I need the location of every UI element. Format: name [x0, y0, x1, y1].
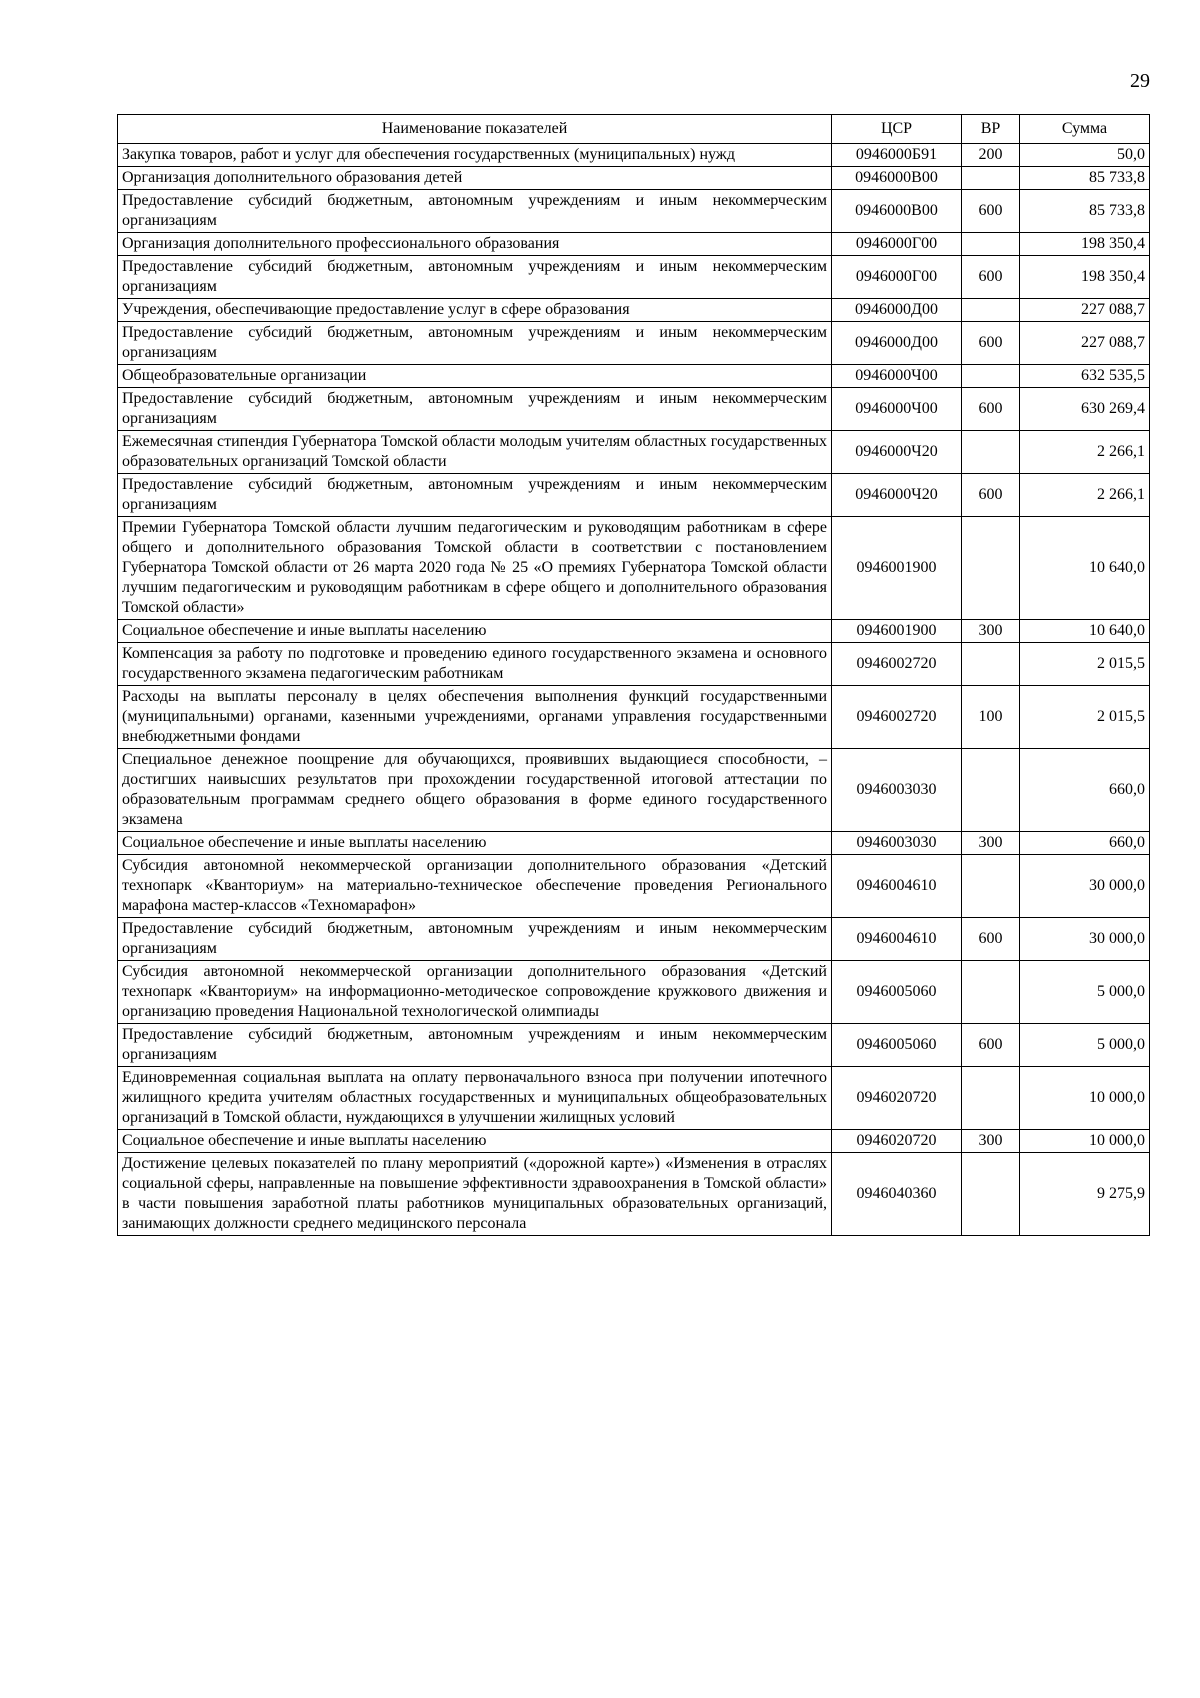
cell-vr: 200 [962, 144, 1020, 167]
cell-csr: 0946000Ч00 [832, 388, 962, 431]
cell-name: Премии Губернатора Томской области лучшим педагогическим и руководящим работникам в сфере общего и дополнительного образования Томской области в соответствии с постановлением Губернатора Томской области от 26 марта 2020 года № 25 «О премиях Губернатора Томской области лучшим педагогическим и руководящим работникам в сфере общего и дополнительного образования Томской области» [118, 517, 832, 620]
cell-sum: 30 000,0 [1020, 918, 1150, 961]
cell-csr: 0946003030 [832, 749, 962, 832]
table-row [118, 299, 1150, 322]
table-row [118, 686, 1150, 749]
table-row [118, 365, 1150, 388]
cell-name: Учреждения, обеспечивающие предоставление услуг в сфере образования [118, 299, 832, 322]
cell-vr [962, 855, 1020, 918]
cell-csr: 0946001900 [832, 517, 962, 620]
cell-csr: 0946000Б91 [832, 144, 962, 167]
cell-vr [962, 299, 1020, 322]
header-sum: Сумма [1020, 115, 1150, 144]
cell-vr: 600 [962, 256, 1020, 299]
cell-csr: 0946040360 [832, 1153, 962, 1236]
table-row [118, 749, 1150, 832]
cell-sum: 660,0 [1020, 832, 1150, 855]
cell-sum: 10 000,0 [1020, 1067, 1150, 1130]
page-number: 29 [1130, 70, 1150, 92]
table-row [118, 256, 1150, 299]
cell-csr: 0946002720 [832, 686, 962, 749]
cell-name: Закупка товаров, работ и услуг для обеспечения государственных (муниципальных) нужд [118, 144, 832, 167]
cell-sum: 10 000,0 [1020, 1130, 1150, 1153]
table-row [118, 1153, 1150, 1236]
cell-csr: 0946000В00 [832, 190, 962, 233]
cell-vr [962, 167, 1020, 190]
cell-sum: 198 350,4 [1020, 233, 1150, 256]
table-row [118, 190, 1150, 233]
cell-vr: 300 [962, 620, 1020, 643]
cell-vr [962, 1153, 1020, 1236]
table-row [118, 474, 1150, 517]
cell-csr: 0946000В00 [832, 167, 962, 190]
cell-csr: 0946000Г00 [832, 233, 962, 256]
cell-vr: 600 [962, 918, 1020, 961]
cell-vr [962, 1067, 1020, 1130]
table-row [118, 832, 1150, 855]
cell-name: Организация дополнительного образования детей [118, 167, 832, 190]
cell-csr: 0946005060 [832, 1024, 962, 1067]
cell-sum: 2 266,1 [1020, 474, 1150, 517]
cell-name: Предоставление субсидий бюджетным, автономным учреждениям и иным некоммерческим организациям [118, 190, 832, 233]
table-row [118, 322, 1150, 365]
cell-name: Специальное денежное поощрение для обучающихся, проявивших выдающиеся способности, – достигших наивысших результатов при прохождении государственной итоговой аттестации по образовательным программам среднего общего образования в форме единого государственного экзамена [118, 749, 832, 832]
cell-name: Субсидия автономной некоммерческой организации дополнительного образования «Детский технопарк «Кванториум» на материально-техническое обеспечение проведения Регионального марафона мастер-классов «Техномарафон» [118, 855, 832, 918]
cell-csr: 0946001900 [832, 620, 962, 643]
cell-csr: 0946002720 [832, 643, 962, 686]
header-name: Наименование показателей [118, 115, 832, 144]
table-row [118, 620, 1150, 643]
cell-vr: 600 [962, 1024, 1020, 1067]
header-vr: ВР [962, 115, 1020, 144]
cell-csr: 0946000Г00 [832, 256, 962, 299]
cell-vr [962, 233, 1020, 256]
cell-name: Предоставление субсидий бюджетным, автономным учреждениям и иным некоммерческим организациям [118, 1024, 832, 1067]
cell-name: Социальное обеспечение и иные выплаты населению [118, 620, 832, 643]
cell-name: Предоставление субсидий бюджетным, автономным учреждениям и иным некоммерческим организациям [118, 474, 832, 517]
cell-sum: 85 733,8 [1020, 167, 1150, 190]
cell-sum: 85 733,8 [1020, 190, 1150, 233]
cell-name: Предоставление субсидий бюджетным, автономным учреждениям и иным некоммерческим организациям [118, 322, 832, 365]
cell-sum: 2 015,5 [1020, 686, 1150, 749]
cell-sum: 630 269,4 [1020, 388, 1150, 431]
table-row [118, 517, 1150, 620]
cell-name: Достижение целевых показателей по плану мероприятий («дорожной карте») «Изменения в отраслях социальной сферы, направленные на повышение эффективности здравоохранения в Томской области» в части повышения заработной платы работников муниципальных образовательных организаций, занимающих должности среднего медицинского персонала [118, 1153, 832, 1236]
cell-sum: 10 640,0 [1020, 517, 1150, 620]
cell-csr: 0946000Д00 [832, 299, 962, 322]
cell-sum: 9 275,9 [1020, 1153, 1150, 1236]
cell-vr: 600 [962, 190, 1020, 233]
cell-sum: 2 266,1 [1020, 431, 1150, 474]
cell-vr: 100 [962, 686, 1020, 749]
table-row [118, 233, 1150, 256]
cell-sum: 227 088,7 [1020, 322, 1150, 365]
cell-csr: 0946020720 [832, 1067, 962, 1130]
cell-csr: 0946004610 [832, 918, 962, 961]
cell-csr: 0946004610 [832, 855, 962, 918]
cell-vr [962, 643, 1020, 686]
table-row [118, 918, 1150, 961]
cell-sum: 198 350,4 [1020, 256, 1150, 299]
cell-name: Компенсация за работу по подготовке и проведению единого государственного экзамена и основного государственного экзамена педагогическим работникам [118, 643, 832, 686]
cell-vr: 600 [962, 474, 1020, 517]
table-row [118, 1067, 1150, 1130]
cell-name: Социальное обеспечение и иные выплаты населению [118, 1130, 832, 1153]
cell-vr: 300 [962, 1130, 1020, 1153]
cell-name: Расходы на выплаты персоналу в целях обеспечения выполнения функций государственными (муниципальными) органами, казенными учреждениями, органами управления государственными внебюджетными фондами [118, 686, 832, 749]
cell-sum: 30 000,0 [1020, 855, 1150, 918]
table-row [118, 167, 1150, 190]
table-row [118, 431, 1150, 474]
table-row [118, 388, 1150, 431]
cell-sum: 50,0 [1020, 144, 1150, 167]
cell-name: Предоставление субсидий бюджетным, автономным учреждениям и иным некоммерческим организациям [118, 388, 832, 431]
table-row [118, 1024, 1150, 1067]
cell-vr: 600 [962, 322, 1020, 365]
cell-name: Общеобразовательные организации [118, 365, 832, 388]
cell-csr: 0946020720 [832, 1130, 962, 1153]
cell-sum: 10 640,0 [1020, 620, 1150, 643]
cell-name: Ежемесячная стипендия Губернатора Томской области молодым учителям областных государственных образовательных организаций Томской области [118, 431, 832, 474]
cell-name: Единовременная социальная выплата на оплату первоначального взноса при получении ипотечного жилищного кредита учителям областных государственных и муниципальных общеобразовательных организаций в Томской области, нуждающихся в улучшении жилищных условий [118, 1067, 832, 1130]
cell-csr: 0946005060 [832, 961, 962, 1024]
cell-csr: 0946000Д00 [832, 322, 962, 365]
cell-name: Организация дополнительного профессионального образования [118, 233, 832, 256]
table-row [118, 855, 1150, 918]
cell-csr: 0946000Ч00 [832, 365, 962, 388]
cell-vr [962, 749, 1020, 832]
table-row [118, 961, 1150, 1024]
cell-sum: 5 000,0 [1020, 961, 1150, 1024]
cell-vr: 300 [962, 832, 1020, 855]
cell-csr: 0946003030 [832, 832, 962, 855]
cell-sum: 5 000,0 [1020, 1024, 1150, 1067]
table-row [118, 1130, 1150, 1153]
cell-vr [962, 961, 1020, 1024]
cell-name: Предоставление субсидий бюджетным, автономным учреждениям и иным некоммерческим организациям [118, 918, 832, 961]
cell-name: Социальное обеспечение и иные выплаты населению [118, 832, 832, 855]
budget-table [117, 114, 1150, 1236]
header-csr: ЦСР [832, 115, 962, 144]
cell-csr: 0946000Ч20 [832, 474, 962, 517]
cell-csr: 0946000Ч20 [832, 431, 962, 474]
cell-name: Предоставление субсидий бюджетным, автономным учреждениям и иным некоммерческим организациям [118, 256, 832, 299]
cell-vr [962, 365, 1020, 388]
cell-name: Субсидия автономной некоммерческой организации дополнительного образования «Детский технопарк «Кванториум» на информационно-методическое сопровождение кружкового движения и организацию проведения Национальной технологической олимпиады [118, 961, 832, 1024]
cell-sum: 227 088,7 [1020, 299, 1150, 322]
cell-sum: 2 015,5 [1020, 643, 1150, 686]
table-row [118, 643, 1150, 686]
table-header-row [118, 115, 1150, 144]
cell-vr [962, 431, 1020, 474]
table-row [118, 144, 1150, 167]
cell-sum: 632 535,5 [1020, 365, 1150, 388]
cell-vr: 600 [962, 388, 1020, 431]
cell-vr [962, 517, 1020, 620]
cell-sum: 660,0 [1020, 749, 1150, 832]
